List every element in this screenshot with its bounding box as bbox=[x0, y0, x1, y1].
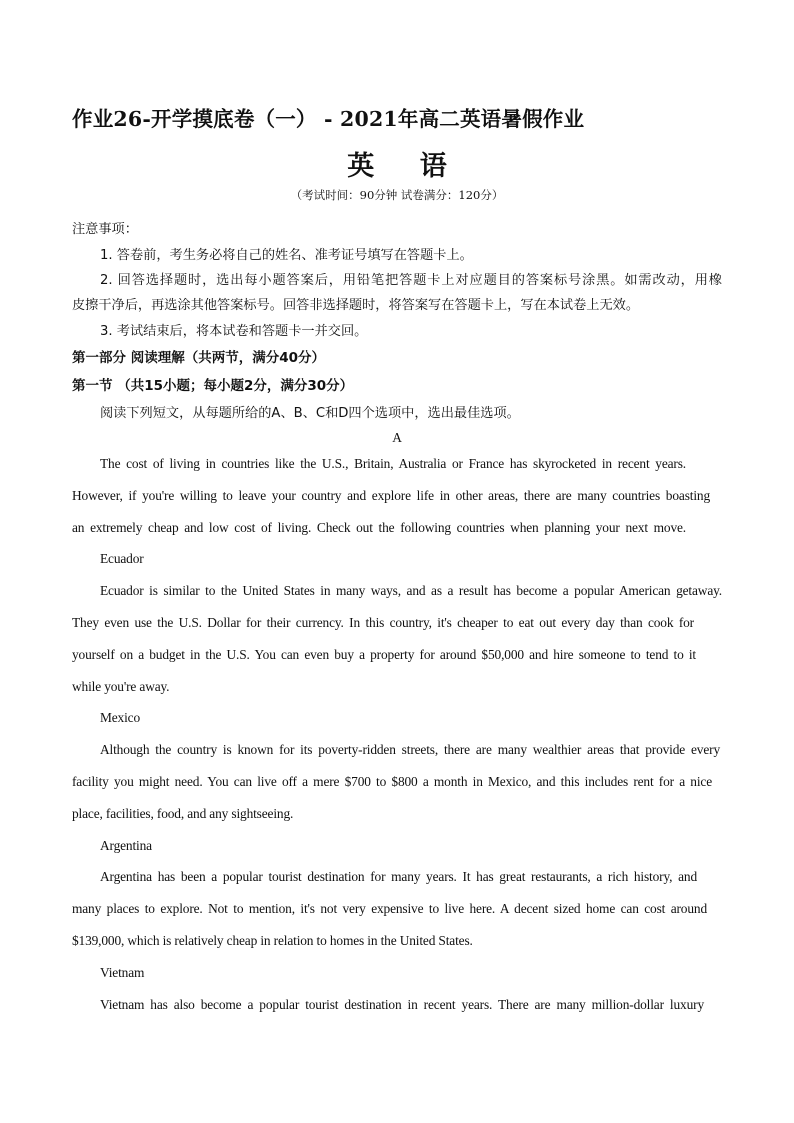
mexico-heading: Mexico bbox=[100, 710, 141, 725]
notes-heading: 注意事项： bbox=[72, 222, 138, 237]
instruction-text: 阅读下列短文，从每题所给的A、B、C和D四个选项中，选出最佳选项。 bbox=[100, 406, 520, 421]
subject-title: 英 语 bbox=[347, 151, 465, 182]
document-title: 作业26-开学摸底卷（一） - 2021年高二英语暑假作业 bbox=[72, 107, 585, 131]
passage-intro-line-2: However, if you're willing to leave your country and explore life in other areas, there are many countries boasting bbox=[72, 488, 710, 503]
part1-heading: 第一部分 阅读理解（共两节，满分40分） bbox=[72, 350, 325, 366]
ecuador-line-1: Ecuador is similar to the United States in many ways, and as a result has become a popular American getaway. bbox=[100, 583, 722, 598]
ecuador-line-2: They even use the U.S. Dollar for their currency. In this country, it's cheaper to eat out every day than cook for bbox=[72, 615, 694, 630]
mexico-line-1: Although the country is known for its poverty-ridden streets, there are many wealthier areas that provide every bbox=[100, 742, 720, 757]
argentina-line-3: $139,000, which is relatively cheap in relation to homes in the United States. bbox=[72, 933, 473, 948]
ecuador-line-3: yourself on a budget in the U.S. You can even buy a property for around $50,000 and hire someone to tend to it bbox=[72, 647, 696, 662]
passage-label: A bbox=[392, 430, 402, 445]
note-item-2-line-2: 皮擦干净后，再选涂其他答案标号。回答非选择题时，将答案写在答题卡上，写在本试卷上无效。 bbox=[72, 298, 640, 313]
argentina-line-1: Argentina has been a popular tourist destination for many years. It has great restaurants, a rich history, and bbox=[100, 869, 697, 884]
ecuador-heading: Ecuador bbox=[100, 551, 144, 566]
note-item-2-line-1: 2. 回答选择题时，选出每小题答案后，用铅笔把答题卡上对应题目的答案标号涂黑。如需改动，用橡 bbox=[100, 273, 722, 288]
note-item-3: 3. 考试结束后，将本试卷和答题卡一并交回。 bbox=[100, 324, 368, 339]
argentina-heading: Argentina bbox=[100, 838, 152, 853]
mexico-line-3: place, facilities, food, and any sightseeing. bbox=[72, 806, 294, 821]
note-item-1: 1. 答卷前，考生务必将自己的姓名、准考证号填写在答题卡上。 bbox=[100, 248, 473, 263]
exam-info: （考试时间：90分钟 试卷满分：120分） bbox=[290, 188, 504, 202]
section1-heading: 第一节 （共15小题；每小题2分，满分30分） bbox=[72, 378, 354, 394]
ecuador-line-4: while you're away. bbox=[72, 679, 170, 694]
vietnam-heading: Vietnam bbox=[100, 965, 145, 980]
argentina-line-2: many places to explore. Not to mention, it's not very expensive to live here. A decent sized home can cost around bbox=[72, 901, 707, 916]
mexico-line-2: facility you might need. You can live off a mere $700 to $800 a month in Mexico, and this includes rent for a nice bbox=[72, 774, 712, 789]
vietnam-line-1: Vietnam has also become a popular tourist destination in recent years. There are many million-dollar luxury bbox=[100, 997, 704, 1012]
passage-intro-line-1: The cost of living in countries like the U.S., Britain, Australia or France has skyrocketed in recent years. bbox=[100, 456, 686, 471]
passage-intro-line-3: an extremely cheap and low cost of living. Check out the following countries when planning your next move. bbox=[72, 520, 686, 535]
